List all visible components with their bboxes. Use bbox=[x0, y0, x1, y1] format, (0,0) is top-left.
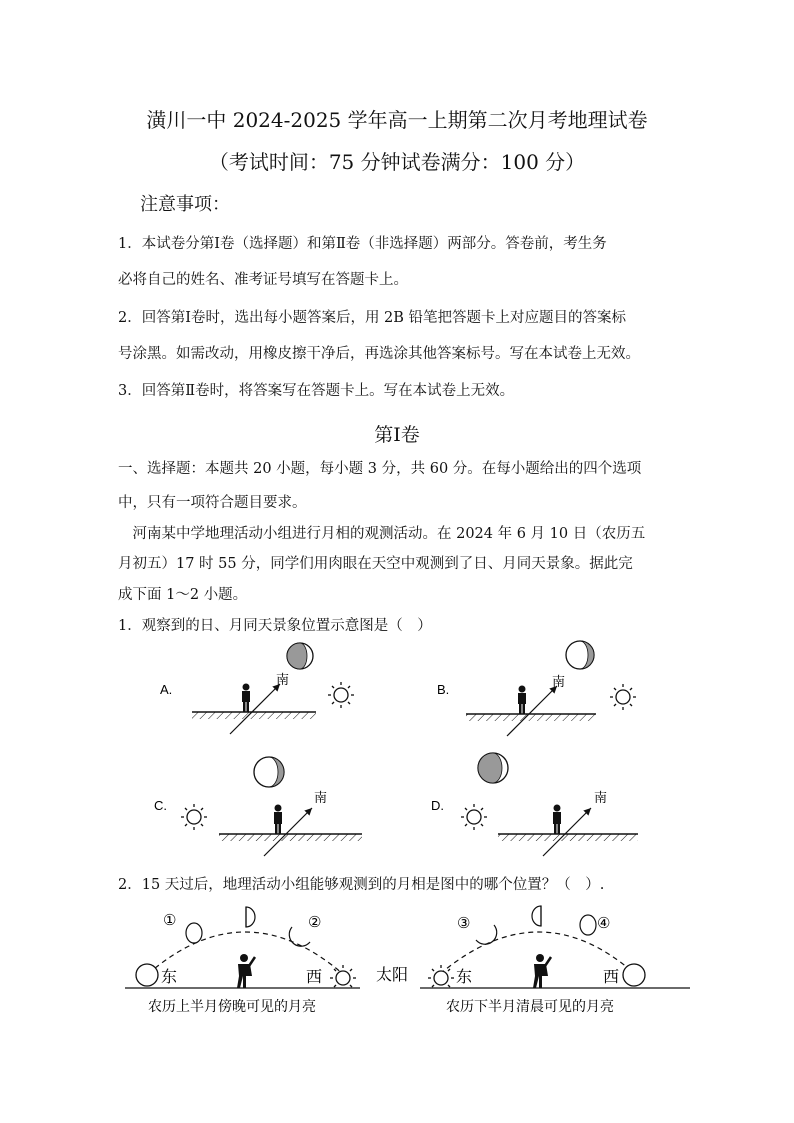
option-a-label: A. bbox=[160, 682, 173, 697]
crescent-moon-icon bbox=[289, 927, 310, 946]
question-1-text: 1．观察到的日、月同天景象位置示意图是（ ） bbox=[118, 618, 432, 634]
moon-icon bbox=[136, 964, 158, 986]
notes-line: 必将自己的姓名、准考证号填写在答题卡上。 bbox=[118, 272, 408, 288]
person-icon bbox=[274, 805, 282, 835]
direction-arrow bbox=[543, 808, 591, 856]
moon-icon bbox=[623, 964, 645, 986]
option-d-diagram bbox=[431, 753, 638, 856]
direction-arrow bbox=[230, 684, 280, 734]
notes-line: 1．本试卷分第Ⅰ卷（选择题）和第Ⅱ卷（非选择题）两部分。答卷前，考生务 bbox=[118, 236, 607, 252]
passage-line: 河南某中学地理活动小组进行月相的观测活动。在 2024 年 6 月 10 日（农历五 bbox=[118, 526, 646, 542]
moon-icon bbox=[186, 923, 202, 943]
direction-arrow bbox=[264, 808, 312, 856]
notes-line: 2．回答第Ⅰ卷时，选出每小题答案后，用 2B 铅笔把答题卡上对应题目的答案标 bbox=[118, 310, 627, 326]
notes-line: 号涂黑。如需改动，用橡皮擦干净后，再选涂其他答案标号。写在本试卷上无效。 bbox=[118, 346, 640, 362]
passage-line: 月初五）17 时 55 分，同学们用肉眼在天空中观测到了日、月同天景象。据此完 bbox=[118, 556, 633, 572]
moon-icon bbox=[580, 915, 596, 935]
person-icon bbox=[533, 954, 551, 988]
sun-icon bbox=[328, 682, 354, 708]
exam-title: 潢川一中 2024-2025 学年高一上期第二次月考地理试卷 bbox=[146, 108, 648, 132]
q1-diagrams bbox=[0, 630, 794, 860]
west-label: 西 bbox=[306, 967, 323, 986]
moon-icon bbox=[287, 643, 313, 669]
sun-icon bbox=[428, 965, 454, 987]
section-intro-line: 中，只有一项符合题目要求。 bbox=[118, 495, 307, 511]
option-c-diagram bbox=[154, 757, 362, 856]
right-moon-diagram bbox=[420, 906, 690, 1015]
moon-icon bbox=[254, 757, 284, 787]
east-label: 东 bbox=[456, 967, 473, 986]
moon-icon bbox=[532, 906, 541, 926]
south-label: 南 bbox=[276, 673, 290, 688]
moon-icon bbox=[246, 907, 255, 927]
sun-label: 太阳 bbox=[376, 965, 409, 984]
marker-3: ③ bbox=[457, 914, 471, 932]
left-caption: 农历上半月傍晚可见的月亮 bbox=[148, 999, 316, 1015]
direction-arrow bbox=[507, 686, 557, 736]
person-icon bbox=[553, 805, 561, 835]
section-intro-line: 一、选择题：本题共 20 小题，每小题 3 分，共 60 分。在每小题给出的四个选项 bbox=[118, 461, 642, 477]
sun-icon bbox=[330, 965, 356, 987]
moon-icon bbox=[566, 641, 594, 669]
south-label: 南 bbox=[594, 791, 608, 806]
sun-icon bbox=[181, 804, 207, 830]
person-icon bbox=[237, 954, 255, 988]
option-b-label: B. bbox=[437, 682, 450, 697]
east-label: 东 bbox=[161, 967, 178, 986]
notes-heading: 注意事项： bbox=[140, 194, 230, 215]
left-moon-diagram bbox=[125, 907, 360, 1015]
option-d-label: D. bbox=[431, 798, 444, 813]
option-c-label: C. bbox=[154, 798, 167, 813]
marker-4: ④ bbox=[597, 914, 611, 932]
passage-line: 成下面 1～2 小题。 bbox=[118, 587, 248, 603]
option-b-diagram bbox=[437, 641, 636, 736]
exam-subtitle: （考试时间：75 分钟试卷满分：100 分） bbox=[208, 150, 586, 174]
volume-heading: 第Ⅰ卷 bbox=[374, 424, 420, 446]
marker-2: ② bbox=[308, 913, 322, 931]
question-2-text: 2．15 天过后，地理活动小组能够观测到的月相是图中的哪个位置？（ ）. bbox=[118, 877, 605, 893]
sun-icon bbox=[461, 804, 487, 830]
option-a-diagram bbox=[160, 643, 354, 734]
marker-1: ① bbox=[163, 911, 177, 929]
q2-diagrams bbox=[0, 900, 794, 1020]
sun-icon bbox=[610, 684, 636, 710]
right-caption: 农历下半月清晨可见的月亮 bbox=[446, 999, 614, 1015]
notes-line: 3．回答第Ⅱ卷时，将答案写在答题卡上。写在本试卷上无效。 bbox=[118, 383, 515, 399]
south-label: 南 bbox=[314, 791, 328, 806]
west-label: 西 bbox=[603, 967, 620, 986]
moon-icon bbox=[478, 753, 508, 783]
person-icon bbox=[242, 684, 250, 713]
person-icon bbox=[518, 686, 526, 715]
south-label: 南 bbox=[552, 675, 566, 690]
